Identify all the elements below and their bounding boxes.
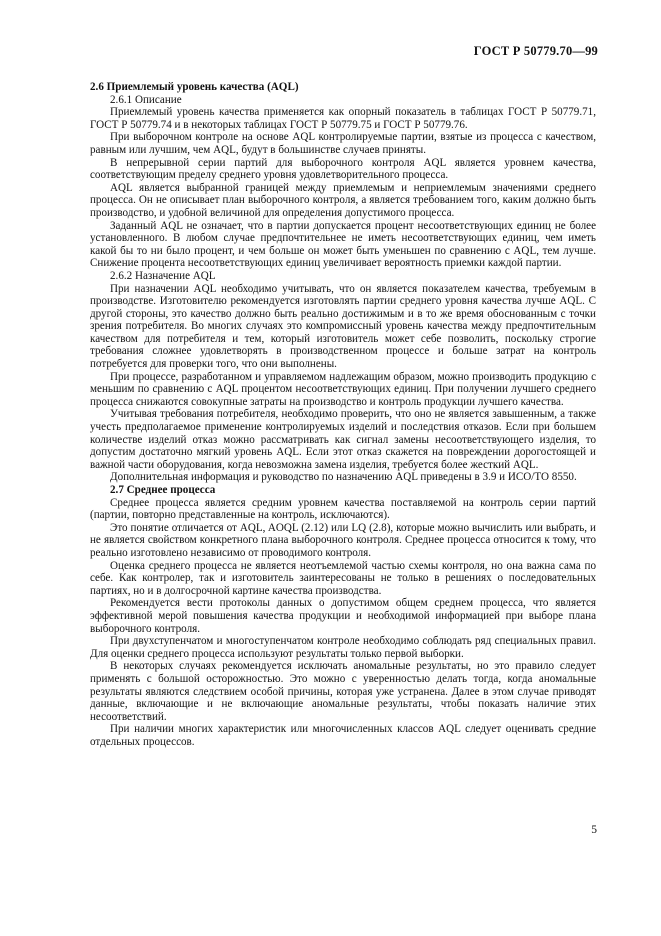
paragraph: При процессе, разработанном и управляемом надлежащим образом, можно производить продукцию с меньшим по сравнению с AQL процентом несоответствующих единиц. При получении лучшего среднего процесса снижаются совокупные затраты на производство и контроль продукции лучшего качества.	[90, 370, 596, 408]
section-heading-2-6: 2.6 Приемлемый уровень качества (AQL)	[90, 81, 299, 93]
paragraph: Рекомендуется вести протоколы данных о допустимом общем среднем процесса, что является эффективной мерой повышения качества продукции и необходимой информацией при выборе плана выборочного контроля.	[90, 597, 596, 635]
paragraph: При наличии многих характеристик или многочисленных классов AQL следует оценивать средние отдельных процессов.	[90, 723, 596, 748]
paragraph: Заданный AQL не означает, что в партии допускается процент несоответствующих единиц не более установленного. В любом случае предпочтительнее не иметь несоответствующих единиц, чем иметь какой бы то ни было процент, и чем больше он может быть уменьшен по сравнению с AQL, тем лучше. Снижение процента несоответствующих единиц увеличивает вероятность приемки каждой партии.	[90, 219, 596, 270]
paragraph: В непрерывной серии партий для выборочного контроля AQL является уровнем качества, соответствующим пределу среднего уровня удовлетворительного процесса.	[90, 156, 596, 182]
subsection-heading-2-6-1: 2.6.1 Описание	[110, 93, 182, 106]
paragraph: При назначении AQL необходимо учитывать, что он является показателем качества, требуемым в производстве. Изготовителю рекомендуется изготовлять партии среднего уровня качества лучше AQL. С другой стороны, это качество должно быть реально достижимым и в то же время обоснованным с точки зрения потребителя. Во многих случаях это компромиссный уровень качества между предпочтительным качеством для потребителя и тем, который изготовитель может себе позволить, поскольку строгие требования сложнее удовлетворять в производственном процессе и больше затрат на контроль потребуется для проверки того, что они выполнены.	[90, 282, 596, 371]
paragraph: Дополнительная информация и руководство по назначению AQL приведены в 3.9 и ИСО/ТО 8550.	[110, 471, 577, 484]
paragraph: AQL является выбранной границей между приемлемым и неприемлемым значениями среднего процесса. Он не описывает план выборочного контроля, а является требованием того, каким должно быть производство, и удобной величиной для определения допустимого процесса.	[90, 181, 596, 219]
paragraph: В некоторых случаях рекомендуется исключать аномальные результаты, но это правило следует применять с большой осторожностью. Это можно с уверенностью делать тогда, когда аномальные результаты являются следствием особой причины, которая уже устранена. Далее в этом случае приводят данные, включающие и не включающие аномальные результаты, чтобы показать наличие этих несоответствий.	[90, 660, 596, 723]
paragraph: Учитывая требования потребителя, необходимо проверить, что оно не является завышенным, а также учесть предполагаемое применение контролируемых изделий и последствия отказов. Если при большем количестве изделий отказ можно рассматривать как сигнал замены несоответствующего изделия, то допустим достаточно мягкий уровень AQL. Если этот отказ скажется на повреждении дорогостоящей и важной части оборудования, когда невозможна замена изделия, требуется более жесткий AQL.	[90, 408, 596, 471]
subsection-heading-2-6-2: 2.6.2 Назначение AQL	[110, 269, 216, 282]
document-body	[90, 81, 596, 748]
page-number: 5	[591, 824, 597, 836]
paragraph: При двухступенчатом и многоступенчатом контроле необходимо соблюдать ряд специальных правил. Для оценки среднего процесса используют результаты только первой выборки.	[90, 635, 596, 660]
paragraph: Оценка среднего процесса не является неотъемлемой частью схемы контроля, но она важна сама по себе. Как контролер, так и изготовитель заинтересованы не только в решениях о последовательных партиях, но и в долгосрочной картине качества производства.	[90, 559, 596, 597]
paragraph: При выборочном контроле на основе AQL контролируемые партии, взятые из процесса с качеством, равным или лучшим, чем AQL, будут в большинстве случаев приняты.	[90, 131, 596, 156]
standard-header: ГОСТ Р 50779.70—99	[473, 44, 598, 58]
paragraph: Среднее процесса является средним уровнем качества поставляемой на контроль серии партий (партии, повторно представленные на контроль, исключаются).	[90, 496, 596, 522]
section-heading-2-7: 2.7 Среднее процесса	[110, 484, 216, 496]
paragraph: Это понятие отличается от AQL, AOQL (2.12) или LQ (2.8), которые можно вычислить или выбрать, и не является свойством конкретного плана выборочного контроля. Среднее процесса относится к тому, что реально изготовлено независимо от проводимого контроля.	[90, 521, 596, 559]
paragraph: Приемлемый уровень качества применяется как опорный показатель в таблицах ГОСТ Р 50779.71, ГОСТ Р 50779.74 и в некоторых таблицах ГОСТ Р 50779.75 и ГОСТ Р 50779.76.	[90, 106, 596, 131]
